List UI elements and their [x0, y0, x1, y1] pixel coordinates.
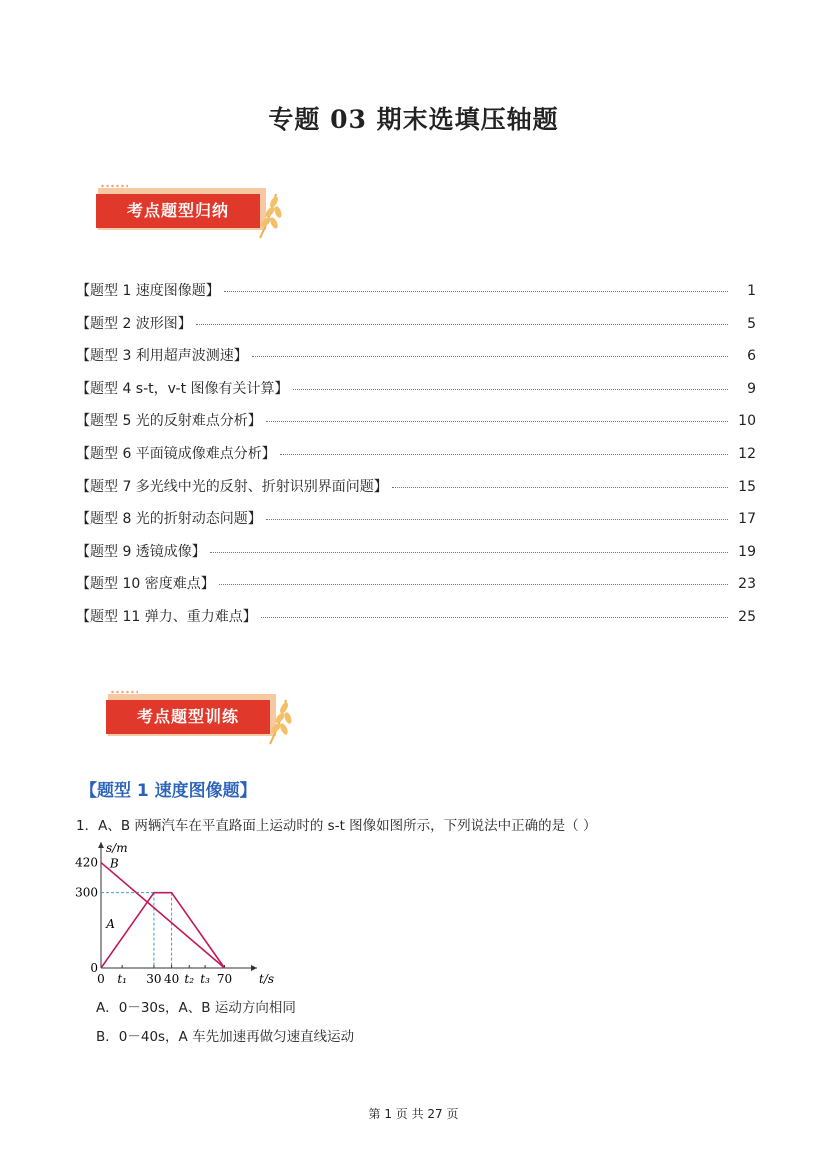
- x-tick-label: 30: [146, 972, 162, 986]
- toc-item[interactable]: [76, 378, 756, 411]
- toc-item-label: 【题型 11 弹力、重力难点】: [76, 608, 257, 625]
- x-tick-label: 40: [163, 972, 180, 986]
- toc-item[interactable]: [76, 410, 756, 443]
- toc-item-label: 【题型 10 密度难点】: [76, 576, 215, 593]
- y-axis-arrow: [98, 842, 104, 848]
- toc-item[interactable]: [76, 443, 756, 476]
- toc-item-page: 25: [738, 608, 756, 625]
- toc-item-page: 10: [738, 413, 756, 430]
- toc-item-page: 15: [738, 478, 756, 495]
- toc-item-label: 【题型 6 平面镜成像难点分析】: [76, 445, 276, 462]
- y-tick-label: 0: [90, 961, 98, 975]
- section-heading: 【题型 1 速度图像题】: [80, 781, 257, 801]
- x-tick-label: 0: [97, 972, 105, 986]
- toc-leader-dots: [224, 291, 728, 292]
- banner-practice-label: 考点题型训练: [106, 700, 270, 734]
- y-tick-label: 300: [75, 885, 98, 900]
- toc-item[interactable]: [76, 280, 756, 313]
- series-line-a: [101, 893, 225, 968]
- toc-item[interactable]: [76, 476, 756, 509]
- toc-item[interactable]: [76, 541, 756, 574]
- toc-item-page: 6: [747, 348, 756, 365]
- x-tick-label: t₂: [184, 972, 195, 986]
- toc-leader-dots: [266, 421, 728, 422]
- toc-item[interactable]: [76, 345, 756, 378]
- page-footer: 第 1 页 共 27 页: [368, 1107, 459, 1121]
- toc-leader-dots: [392, 487, 728, 488]
- toc-item-page: 23: [738, 576, 756, 593]
- series-label-a: A: [106, 916, 115, 931]
- toc-item-page: 5: [747, 315, 756, 332]
- banner-toc: [96, 188, 296, 242]
- x-tick-label: t₁: [117, 972, 127, 986]
- toc-item-page: 1: [747, 283, 756, 299]
- series-label-b: B: [109, 856, 119, 871]
- toc-item-label: 【题型 8 光的折射动态问题】: [76, 511, 262, 528]
- toc-item-page: 17: [738, 511, 756, 528]
- toc-item-page: 19: [738, 543, 756, 560]
- table-of-contents: [76, 280, 756, 639]
- toc-item[interactable]: [76, 313, 756, 346]
- toc-item-label: 【题型 1 速度图像题】: [76, 283, 220, 299]
- wheat-icon: [256, 190, 282, 240]
- toc-leader-dots: [280, 454, 728, 455]
- x-tick-label: 70: [216, 972, 233, 986]
- page-title: 专题 03 期末选填压轴题: [268, 105, 559, 134]
- toc-item[interactable]: [76, 606, 756, 639]
- question-text: 1．A、B 两辆汽车在平直路面上运动时的 s-t 图像如图所示，下列说法中正确的是（ ）: [76, 818, 597, 834]
- toc-item-page: 9: [747, 380, 756, 397]
- toc-item-label: 【题型 5 光的反射难点分析】: [76, 413, 262, 430]
- series-line-b: [101, 863, 225, 968]
- x-axis-arrow: [251, 965, 257, 971]
- toc-item-label: 【题型 2 波形图】: [76, 315, 192, 332]
- x-axis-label: t/s: [259, 972, 275, 986]
- x-tick-label: t₃: [200, 972, 210, 986]
- toc-item-page: 12: [738, 445, 756, 462]
- toc-item-label: 【题型 9 透镜成像】: [76, 543, 206, 560]
- option-b: B．0－40s，A 车先加速再做匀速直线运动: [96, 1029, 355, 1045]
- option-a: A．0－30s，A、B 运动方向相同: [96, 1000, 296, 1016]
- toc-leader-dots: [261, 617, 728, 618]
- banner-toc-label: 考点题型归纳: [96, 194, 260, 228]
- toc-leader-dots: [266, 519, 728, 520]
- toc-leader-dots: [196, 324, 728, 325]
- toc-item-label: 【题型 4 s-t，v-t 图像有关计算】: [76, 380, 289, 397]
- y-tick-label: 420: [75, 855, 98, 870]
- toc-item-label: 【题型 3 利用超声波测速】: [76, 348, 248, 365]
- banner-practice: [106, 694, 306, 748]
- toc-item-label: 【题型 7 多光线中光的反射、折射识别界面问题】: [76, 478, 388, 495]
- toc-leader-dots: [252, 356, 728, 357]
- toc-item[interactable]: [76, 573, 756, 606]
- st-chart: [72, 838, 275, 988]
- toc-item[interactable]: [76, 508, 756, 541]
- toc-leader-dots: [219, 584, 728, 585]
- toc-leader-dots: [293, 389, 728, 390]
- wheat-icon: [266, 696, 292, 746]
- y-axis-label: s/m: [106, 841, 128, 855]
- toc-leader-dots: [210, 552, 728, 553]
